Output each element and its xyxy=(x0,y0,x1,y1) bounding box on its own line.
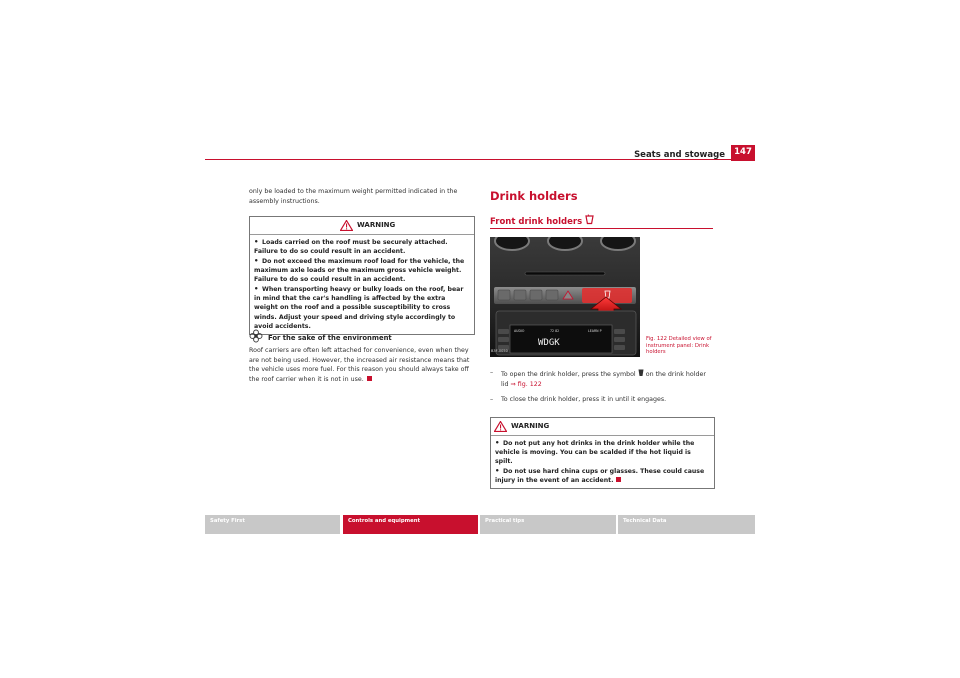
tab-label: Technical Data xyxy=(623,518,667,524)
tab-technical-data[interactable] xyxy=(618,515,755,534)
intro-paragraph: only be loaded to the maximum weight permitted indicated in the assembly instructions. xyxy=(249,188,458,205)
instrument-panel-illustration xyxy=(490,237,640,357)
warning-triangle-icon xyxy=(340,220,353,231)
instruction-step: – To open the drink holder, press the symbol on the drink holder lid ⇒ fig. 122 xyxy=(490,369,706,388)
environment-paragraph: Roof carriers are often left attached for convenience, even when they are not being used. However, the increased air resistance means that the vehicle uses more fuel. For this reason you should always take off the roof carrier when it is not in use. xyxy=(249,347,470,383)
warning-item: • Loads carried on the roof must be securely attached. Failure to do so could result in an accident. xyxy=(254,238,448,256)
instrument-panel-figure xyxy=(490,237,640,357)
warning-header xyxy=(491,418,714,436)
display-label-center: 72 82 xyxy=(550,329,560,333)
tab-label: Controls and equipment xyxy=(348,518,421,524)
running-head: Seats and stowage xyxy=(634,150,725,160)
warning-item: • Do not exceed the maximum roof load for the vehicle, the maximum axle loads or the maximum gross vehicle weight. Failure to do so could result in an accident. xyxy=(254,256,465,284)
section-title: Drink holders xyxy=(490,189,578,203)
display-main-text: WDGK xyxy=(538,338,560,348)
subsection-title: Front drink holders xyxy=(490,214,594,227)
figure-reference-code: B3F-0050 xyxy=(491,349,508,353)
warning-box-roof-load xyxy=(249,216,475,335)
cup-holder-icon xyxy=(585,214,594,225)
page-number: 147 xyxy=(734,147,752,157)
tab-controls-and-equipment[interactable] xyxy=(343,515,478,534)
tab-label: Safety First xyxy=(210,518,245,524)
warning-item: • When transporting heavy or bulky loads on the roof, bear in mind that the car's handling is affected by the extra weight on the roof and a possible susceptibility to cross winds. Adjust your speed and driving style accordingly to avoid accidents. xyxy=(254,285,464,330)
warning-title: WARNING xyxy=(511,422,550,430)
figure-link[interactable]: ⇒ fig. 122 xyxy=(510,381,542,388)
flower-icon xyxy=(249,329,263,343)
warning-list xyxy=(250,235,474,334)
end-of-section-mark xyxy=(367,376,372,381)
warning-item: • Do not use hard china cups or glasses. These could cause injury in the event of an accident. xyxy=(495,467,705,485)
subsection-rule xyxy=(490,228,713,229)
cup-holder-icon xyxy=(638,368,644,377)
warning-box-drink-holder xyxy=(490,417,715,489)
display-label-left: AUDIO xyxy=(514,329,525,333)
tab-practical-tips[interactable] xyxy=(480,515,616,534)
end-of-section-mark xyxy=(616,477,621,482)
instruction-step: – To close the drink holder, press it in until it engages. xyxy=(490,396,667,403)
tab-label: Practical tips xyxy=(485,518,525,524)
warning-triangle-icon xyxy=(494,421,507,432)
figure-caption: Fig. 122 Detailed view of instrument panel: Drink holders xyxy=(646,336,712,356)
tab-safety-first[interactable] xyxy=(205,515,340,534)
warning-header xyxy=(250,217,474,235)
warning-item: • Do not put any hot drinks in the drink holder while the vehicle is moving. You can be scalded if the hot liquid is spilt. xyxy=(495,439,695,466)
display-label-right: LEARN P xyxy=(588,329,602,333)
warning-title: WARNING xyxy=(357,221,396,229)
warning-list xyxy=(491,436,714,488)
environment-heading-text: For the sake of the environment xyxy=(268,334,392,342)
